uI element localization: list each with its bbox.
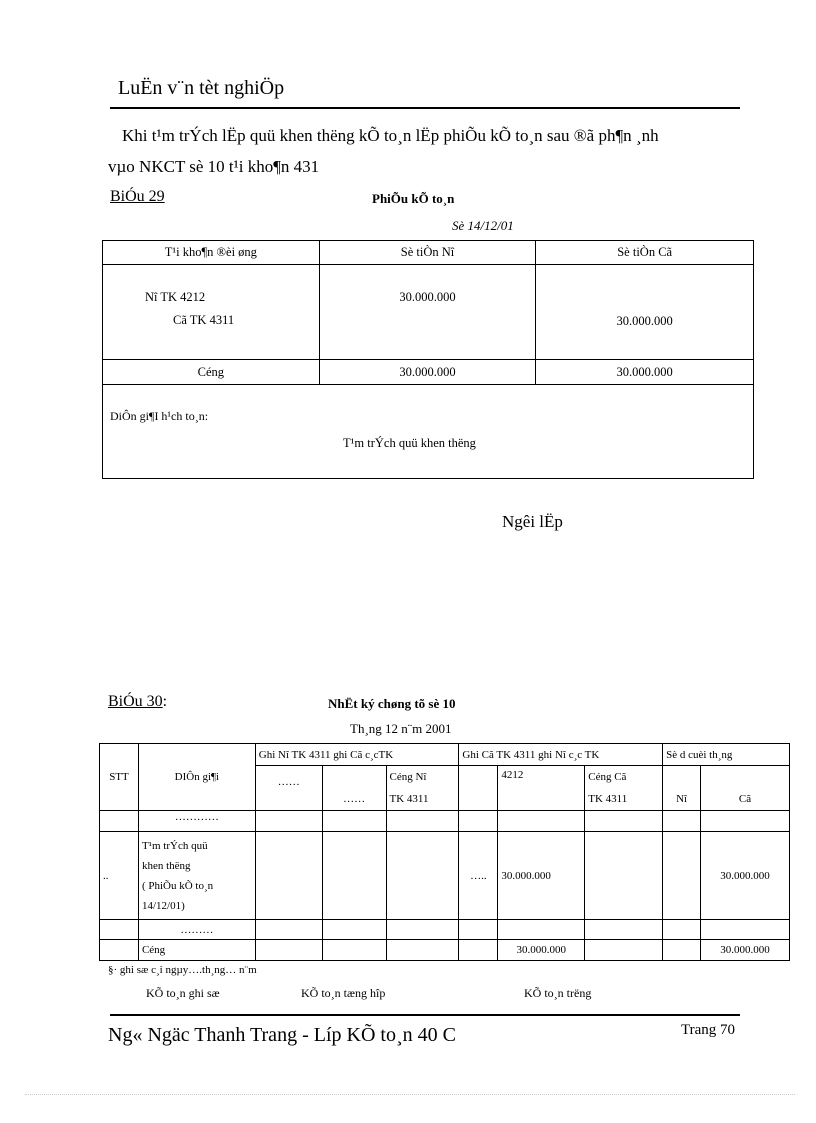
nkct-total-label: Céng bbox=[138, 940, 255, 961]
voucher-title: PhiÕu kÕ to¸n bbox=[372, 191, 455, 206]
sub-dots-2: …… bbox=[322, 766, 386, 811]
page-number: Trang 70 bbox=[681, 1022, 736, 1038]
figure-30-colon: : bbox=[162, 693, 168, 710]
sub-total-debit-l2: TK 4311 bbox=[389, 793, 429, 805]
row1-dots: ….. bbox=[459, 832, 498, 920]
total-debit: 30.000.000 bbox=[319, 360, 536, 385]
explanation-text: T¹m trÝch quü khen thëng bbox=[343, 436, 476, 450]
sub-total-debit bbox=[386, 766, 459, 811]
total-label: Céng bbox=[103, 360, 320, 385]
figure-30-label bbox=[108, 693, 167, 711]
debit-amount: 30.000.000 bbox=[319, 265, 536, 360]
row-dots-desc: ………… bbox=[138, 811, 255, 832]
group-debit-header: Ghi Nî TK 4311 ghi Cã c¸cTK bbox=[255, 744, 459, 766]
figure-29-label: BiÓu 29 bbox=[110, 188, 165, 205]
footer-author: Ng« Ngäc Thanh Trang - Líp KÕ to¸n 40 C bbox=[108, 1024, 456, 1046]
explanation-label: DiÔn gi¶I h¹ch to¸n: bbox=[110, 409, 209, 423]
signature-recorder: KÕ to¸n ghi sæ bbox=[146, 986, 220, 1000]
table-row bbox=[100, 920, 790, 940]
table-row bbox=[100, 811, 790, 832]
col-header-account: T¹i kho¶n ®èi øng bbox=[103, 241, 320, 265]
credit-amount: 30.000.000 bbox=[536, 265, 754, 360]
signature-chief: KÕ to¸n trëng bbox=[524, 986, 592, 1000]
sub-no: Nî bbox=[663, 766, 701, 811]
row2-desc: ……… bbox=[138, 920, 255, 940]
sub-empty-credit bbox=[459, 766, 498, 811]
page-edge-line bbox=[25, 1094, 795, 1095]
nkct-period: Th¸ng 12 n¨m 2001 bbox=[350, 721, 452, 736]
nkct-total-co: 30.000.000 bbox=[701, 940, 790, 961]
explanation-cell bbox=[103, 385, 754, 479]
intro-line-2: vµo NKCT sè 10 t¹i kho¶n 431 bbox=[108, 157, 320, 176]
nkct-total-4212: 30.000.000 bbox=[498, 940, 585, 961]
sub-total-credit bbox=[585, 766, 663, 811]
sub-dots-1: …… bbox=[255, 766, 322, 811]
debit-account: Nî TK 4212 bbox=[145, 290, 206, 304]
col-header-credit: Sè tiÒn Cã bbox=[536, 241, 754, 265]
intro-line-1: Khi t¹m trÝch lËp quü khen thëng kÕ to¸n lËp phiÕu kÕ to¸n sau ®ã ph¶n ¸nh bbox=[122, 126, 659, 145]
nkct-table bbox=[99, 743, 790, 961]
row1-stt: .. bbox=[100, 832, 139, 920]
signature-general: KÕ to¸n tæng hîp bbox=[301, 986, 386, 1000]
col-header-debit: Sè tiÒn Nî bbox=[319, 241, 536, 265]
credit-account: Cã TK 4311 bbox=[173, 313, 235, 327]
group-credit-header: Ghi Cã TK 4311 ghi Nî c¸c TK bbox=[459, 744, 663, 766]
row1-4212: 30.000.000 bbox=[498, 832, 585, 920]
col-desc: DIÔn gi¶i bbox=[138, 744, 255, 811]
col-stt: STT bbox=[100, 744, 139, 811]
sub-co: Cã bbox=[701, 766, 790, 811]
total-credit: 30.000.000 bbox=[536, 360, 754, 385]
row1-desc-l4: 14/12/01) bbox=[141, 899, 185, 912]
figure-30-text: BiÓu 30 bbox=[108, 693, 163, 710]
voucher-table bbox=[102, 240, 754, 479]
row1-co: 30.000.000 bbox=[701, 832, 790, 920]
header-rule bbox=[110, 107, 740, 109]
sub-total-debit-l1: Céng Nî bbox=[389, 771, 427, 783]
footer-rule bbox=[110, 1014, 740, 1016]
group-balance-header: Sè d cuèi th¸ng bbox=[663, 744, 790, 766]
accounts-cell bbox=[103, 265, 320, 360]
table-row bbox=[100, 940, 790, 961]
nkct-title: NhËt ký chøng tõ sè 10 bbox=[328, 696, 456, 711]
sub-4212: 4212 bbox=[498, 766, 585, 811]
signature-note: §· ghi sæ c¸i ngµy….th¸ng… n¨m bbox=[108, 964, 257, 976]
sub-total-credit-l1: Céng Cã bbox=[588, 771, 627, 783]
table-row bbox=[100, 832, 790, 920]
voucher-number: Sè 14/12/01 bbox=[452, 218, 514, 233]
sub-total-credit-l2: TK 4311 bbox=[588, 793, 628, 805]
row1-desc bbox=[138, 832, 255, 920]
page-header-title: LuËn v¨n tèt nghiÖp bbox=[118, 77, 285, 99]
row1-desc-l2: khen thëng bbox=[141, 859, 191, 872]
preparer-label: Ngêi lËp bbox=[502, 512, 563, 531]
row1-desc-l3: ( PhiÕu kÕ to¸n bbox=[141, 879, 214, 892]
row1-desc-l1: T¹m trÝch quü bbox=[141, 839, 208, 852]
